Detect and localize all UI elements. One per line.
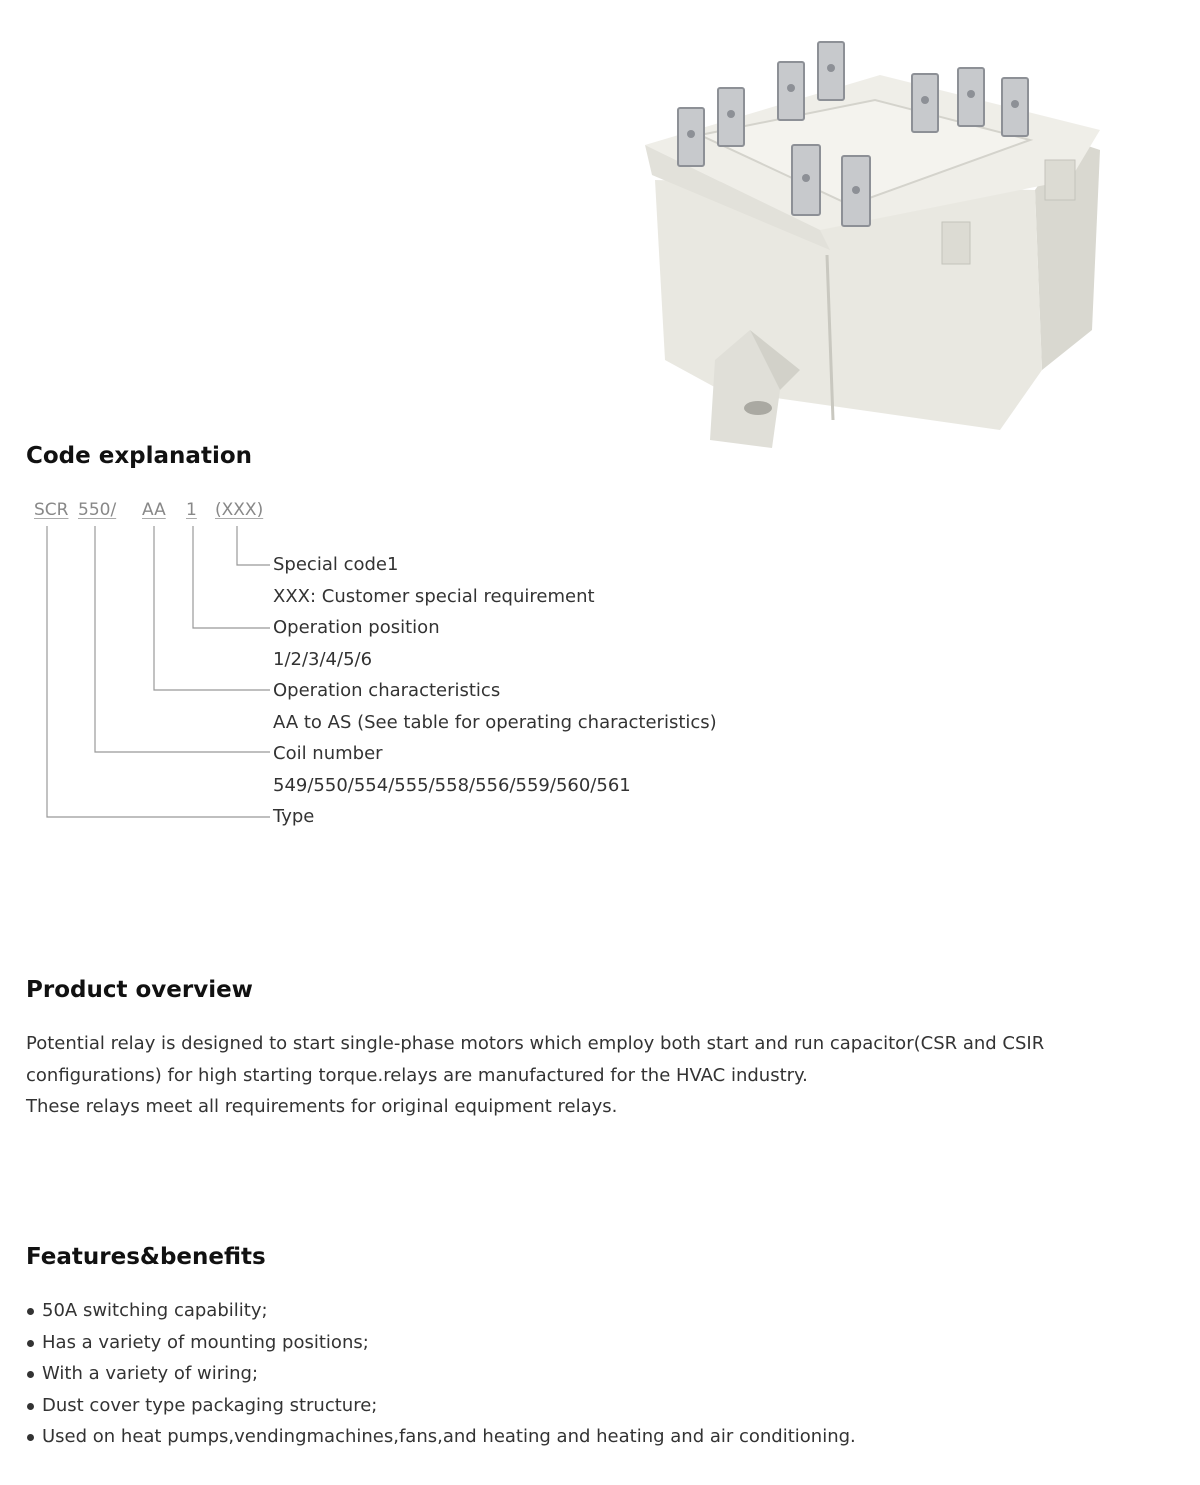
code-diagram-lines xyxy=(0,0,700,900)
feature-item xyxy=(26,1327,856,1359)
product-overview-text xyxy=(26,1028,1176,1123)
bullet-icon xyxy=(27,1434,34,1441)
feature-item xyxy=(26,1390,856,1422)
features-heading: Features&benefits xyxy=(26,1244,266,1270)
features-list xyxy=(26,1295,856,1453)
desc-operation-characteristics-value: AA to AS (See table for operating characteristics) xyxy=(273,712,717,733)
product-overview-heading: Product overview xyxy=(26,977,253,1003)
overview-paragraph: Potential relay is designed to start single-phase motors which employ both start and run capacitor(CSR and CSIR configurations) for high starting torque.relays are manufactured for the HVAC industry. xyxy=(26,1033,1045,1086)
desc-coil-number-label: Coil number xyxy=(273,743,383,764)
feature-text: With a variety of wiring; xyxy=(42,1363,259,1384)
bullet-icon xyxy=(27,1340,34,1347)
feature-text: Dust cover type packaging structure; xyxy=(42,1394,378,1416)
feature-text: Used on heat pumps,vendingmachines,fans,and heating and heating and air conditioning. xyxy=(42,1426,856,1447)
overview-paragraph: These relays meet all requirements for original equipment relays. xyxy=(26,1096,618,1117)
feature-item xyxy=(26,1421,856,1453)
code-part-operation-position: 1 xyxy=(186,500,197,520)
code-part-operation-characteristics: AA xyxy=(142,500,166,520)
relay-product-image xyxy=(630,30,1130,470)
feature-item xyxy=(26,1358,856,1390)
desc-type-label: Type xyxy=(273,806,315,827)
desc-coil-number-value: 549/550/554/555/558/556/559/560/561 xyxy=(273,775,631,796)
desc-operation-position-label: Operation position xyxy=(273,617,440,638)
desc-special-code-label: Special code1 xyxy=(273,554,399,575)
code-explanation-heading: Code explanation xyxy=(26,443,253,469)
feature-text: Has a variety of mounting positions; xyxy=(42,1331,369,1353)
feature-item xyxy=(26,1295,856,1327)
code-part-special-code: (XXX) xyxy=(215,500,264,520)
code-part-type: SCR xyxy=(34,500,69,520)
feature-text: 50A switching capability; xyxy=(42,1300,268,1321)
desc-operation-characteristics-label: Operation characteristics xyxy=(273,680,501,701)
desc-special-code-value: XXX: Customer special requirement xyxy=(273,586,595,607)
code-part-coil-number: 550/ xyxy=(78,500,117,520)
bullet-icon xyxy=(27,1371,34,1378)
bullet-icon xyxy=(27,1308,34,1315)
bullet-icon xyxy=(27,1403,34,1410)
desc-operation-position-value: 1/2/3/4/5/6 xyxy=(273,649,373,670)
